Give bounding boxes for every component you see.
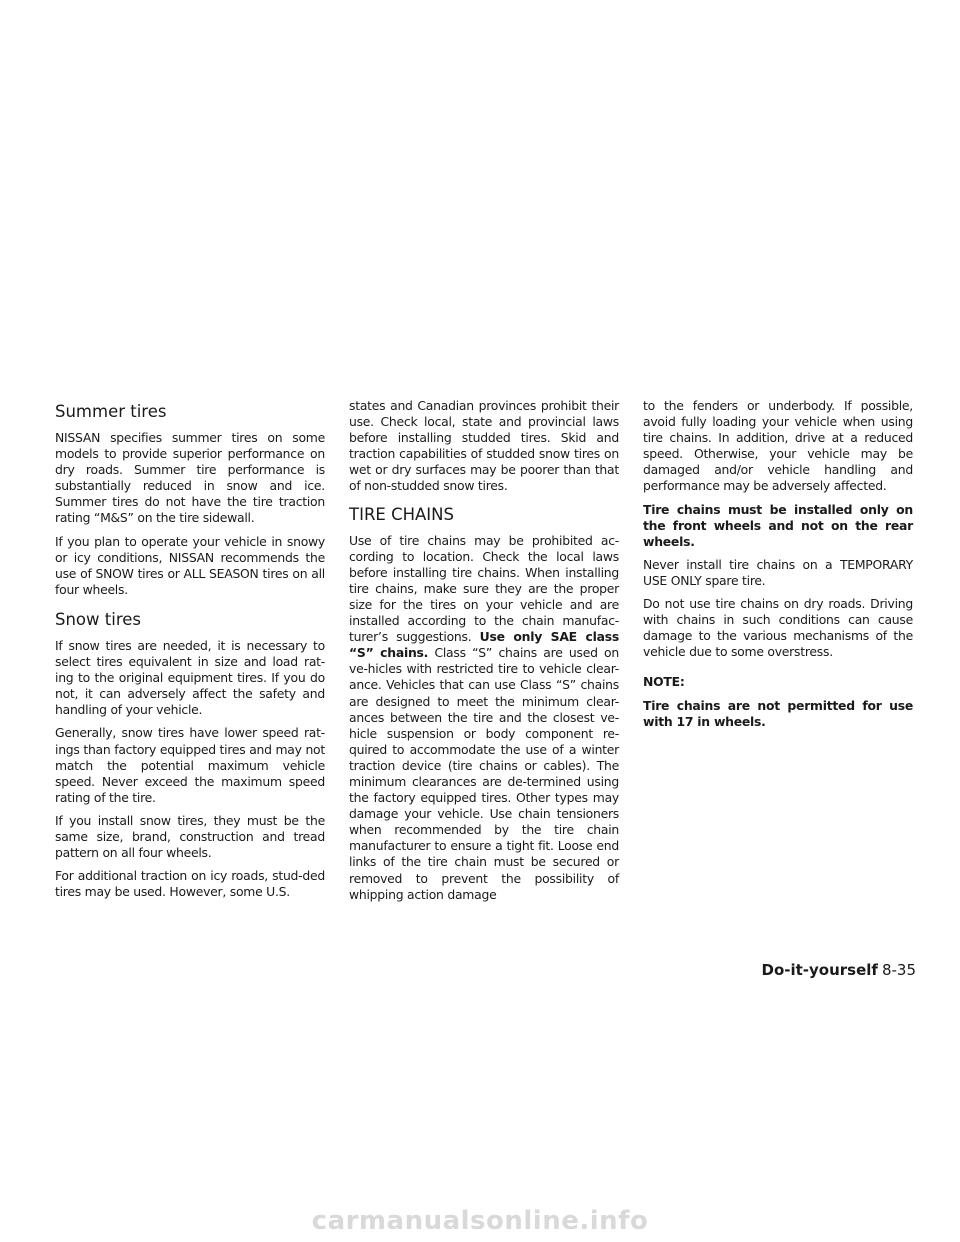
sae-class-s-emphasis: Use only SAE class “S” chains. xyxy=(349,629,619,661)
column-left xyxy=(55,398,325,907)
tire-chains-heading: TIRE CHAINS xyxy=(349,504,454,524)
summer-tires-heading: Summer tires xyxy=(55,402,167,421)
snow-tires-heading: Snow tires xyxy=(55,609,141,629)
snow-tires-paragraph-2: Generally, snow tires have lower speed rat-ings than factory equipped tires and may not match the potential maximum vehicle speed. Never exceed the maximum speed rating of the tire. xyxy=(55,725,325,805)
footer-section-title: Do-it-yourself xyxy=(761,961,878,979)
tire-chains-text-after: Class “S” chains are used on ve-hicles with restricted tire to vehicle clear-ance. Vehicles that can use Class “S” chains are designed to meet the minimum clear-ances between the tire and the closest ve-hicle suspension or body component re-quired to accommodate the use of a winter traction device (tire chains or cables). The minimum clearances are de-termined using the factory equipped tires. Other types may damage your vehicle. Use chain tensioners when recommended by the tire chain manufacturer to ensure a tight fit. Loose end links of the tire chain must be secured or removed to prevent the possibility of whipping action damage xyxy=(349,645,619,902)
watermark: carmanualsonline.info xyxy=(311,1206,649,1236)
chains-continuation: to the fenders or underbody. If possible, avoid fully loading your vehicle when using tire chains. In addition, drive at a reduced speed. Otherwise, your vehicle may be damaged and/or vehicle handling and performance may be adversely affected. xyxy=(643,398,913,494)
snow-tires-paragraph-1: If snow tires are needed, it is necessary to select tires equivalent in size and load rat-ing to the original equipment tires. If you do not, it can adversely affect the safety and handling of your vehicle. xyxy=(55,637,325,718)
note-text: Tire chains are not permitted for use with 17 in wheels. xyxy=(643,697,913,729)
tire-chains-paragraph xyxy=(349,533,619,903)
dry-roads-warning: Do not use tire chains on dry roads. Driving with chains in such conditions can cause damage to the various mechanisms of the vehicle due to some overstress. xyxy=(643,596,913,660)
summer-tires-paragraph-2: If you plan to operate your vehicle in snowy or icy conditions, NISSAN recommends the use of SNOW tires or ALL SEASON tires on all four wheels. xyxy=(55,533,325,597)
snow-tires-paragraph-4: For additional traction on icy roads, stud-ded tires may be used. However, some U.S. xyxy=(55,868,325,900)
tire-chains-text-before: Use of tire chains may be prohibited ac-cording to location. Check the local laws before installing tire chains. When installing tire chains, make sure they are the proper size for the tires on your vehicle and are installed according to the chain manufac-turer’s suggestions. xyxy=(349,532,619,645)
column-right xyxy=(643,398,913,737)
summer-tires-paragraph-1: NISSAN specifies summer tires on some models to provide superior performance on dry roads. Summer tire performance is substantially reduced in snow and ice. Summer tires do not have the tire traction rating “M&S” on the tire sidewall. xyxy=(55,430,325,526)
temporary-spare-warning: Never install tire chains on a TEMPORARY USE ONLY spare tire. xyxy=(643,556,913,588)
studded-tires-continuation: states and Canadian provinces prohibit their use. Check local, state and provincial laws before installing studded tires. Skid and traction capabilities of studded snow tires on wet or dry surfaces may be poorer than that of non-studded snow tires. xyxy=(349,398,619,494)
page-footer xyxy=(762,960,917,980)
snow-tires-paragraph-3: If you install snow tires, they must be the same size, brand, construction and tread pattern on all four wheels. xyxy=(55,812,325,861)
column-middle xyxy=(349,398,619,910)
front-wheels-warning: Tire chains must be installed only on the front wheels and not on the rear wheels. xyxy=(643,501,913,549)
note-label: NOTE: xyxy=(643,674,685,690)
page-number: 8-35 xyxy=(881,961,916,979)
